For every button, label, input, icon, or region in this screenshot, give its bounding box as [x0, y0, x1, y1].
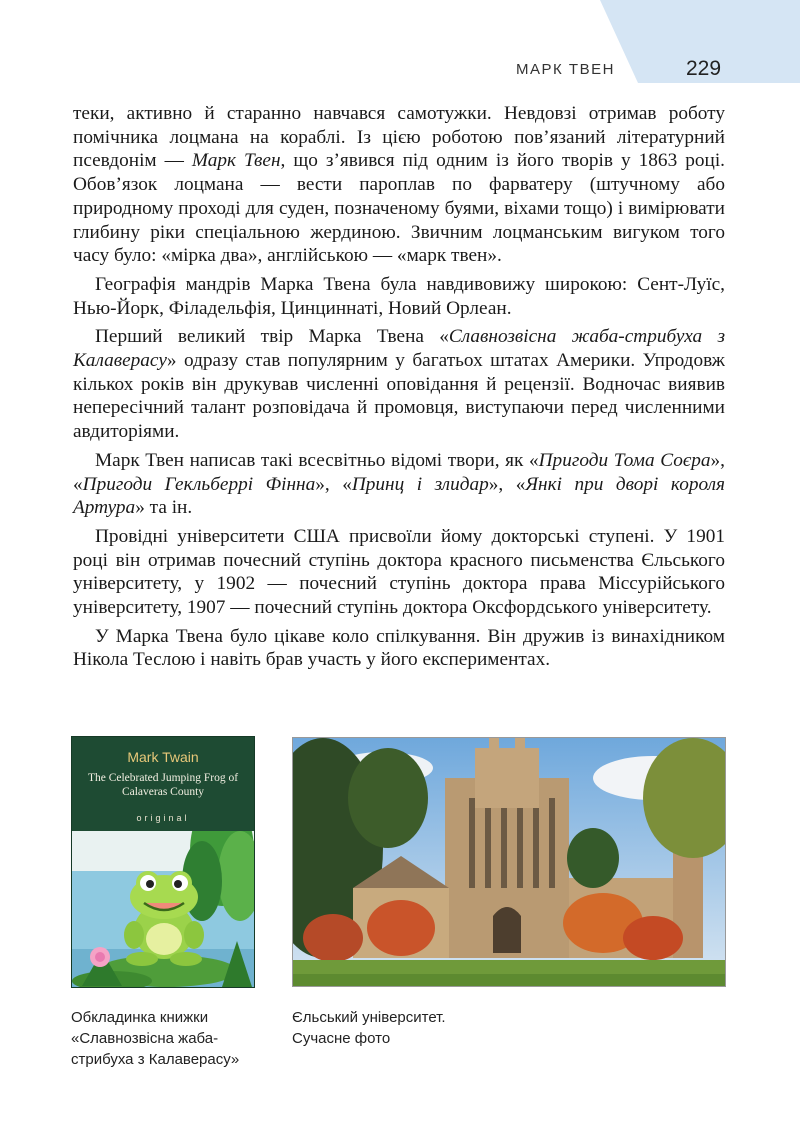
paragraph-4: Марк Твен написав такі всесвітньо відомі твори, як «Пригоди Тома Соєра», «Пригоди Гекльберрі Фінна», «Принц і злидар», «Янкі при дворі короля Артура» та ін.: [73, 449, 726, 519]
body-text: [73, 102, 725, 677]
page-number: 229: [686, 57, 722, 80]
paragraph-3: Перший великий твір Марка Твена «Славнозвісна жаба-стрибуха з Калаверасу» одразу став популярним у багатьох штатах Америки. Упродовж кількох років він друкував численні оповідання й рецензії. Водночас виявив непересічний талант розповідача й промовця, виступаючи перед численними авдиторіями.: [73, 326, 725, 443]
paragraph-1: теки, активно й старанно навчався самотужки. Невдовзі отримав роботу помічника лоцмана на кораблі. Із цією роботою пов’язаний літературний псевдонім — Марк Твен, що з’явився під одним із його творів у 1863 році. Обов’язок лоцмана — вести пароплав по фарватеру (штучному або природному проході для суден, позначеному буями, віхами тощо) і вимірювати глибину ріки спеціальною жердиною. Звичним лоцманським вигуком того часу було: «мірка два», англійською — «марк твен».: [73, 103, 725, 267]
yale-university-photo: [292, 737, 726, 987]
paragraph-6: У Марка Твена було цікаве коло спілкування. Він дружив із винахідником Нікола Теслою і навіть брав участь у його експериментах.: [73, 625, 725, 671]
caption-yale-photo: Єльський університет. Сучасне фото: [292, 1009, 446, 1047]
book-cover-image: [71, 736, 255, 988]
frog-illustration: [72, 831, 254, 987]
caption-book-cover: Обкладинка книжки «Славнозвісна жаба- стрибуха з Калаверасу»: [71, 1009, 240, 1068]
paragraph-5: Провідні університети США присвоїли йому докторські ступені. У 1901 році він отримав почесний ступінь доктора красного письменства Єльського університету, у 1902 — почесний ступінь доктора права Міссурійського університету, 1907 — почесний ступінь доктора Оксфордського університету.: [73, 525, 725, 619]
running-head: МАРК ТВЕН: [516, 61, 615, 78]
cover-author: Mark Twain: [127, 749, 199, 765]
paragraph-2: Географія мандрів Марка Твена була навдивовижу широкою: Сент-Луїс, Нью-Йорк, Філадельфія, Цинциннаті, Новий Орлеан.: [73, 273, 725, 319]
cover-series-logo: original: [136, 813, 190, 823]
cover-title: The Celebrated Jumping Frog of Calaveras County: [87, 772, 239, 798]
yale-university-illustration: [293, 738, 725, 986]
